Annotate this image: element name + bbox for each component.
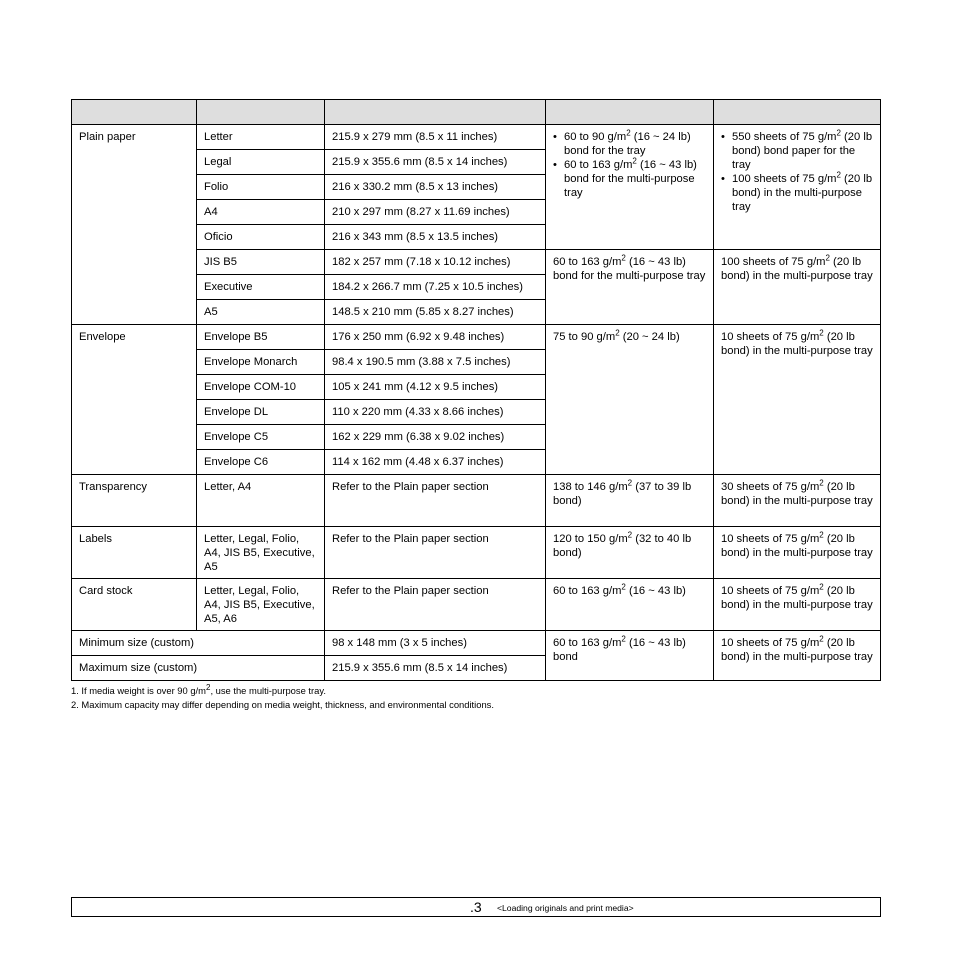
footnotes xyxy=(71,684,880,712)
table-row xyxy=(72,125,881,150)
dimension-cell: 148.5 x 210 mm (5.85 x 8.27 inches) xyxy=(325,300,546,325)
capacity-cell: 100 sheets of 75 $g/m^2$ (20 lb bond) in the multi-purpose tray xyxy=(714,250,881,325)
custom-min-label: Minimum size (custom) xyxy=(72,631,325,656)
list-item: • 60 to 163 $g/m^2$ (16 ~ 43 lb) bond for the multi-purpose tray xyxy=(553,158,706,200)
table-row xyxy=(72,475,881,527)
size-cell: Envelope COM-10 xyxy=(197,375,325,400)
dimension-cell: 162 x 229 mm (6.38 x 9.02 inches) xyxy=(325,425,546,450)
table-row xyxy=(72,579,881,631)
dimension-cell: 184.2 x 266.7 mm (7.25 x 10.5 inches) xyxy=(325,275,546,300)
capacity-cell: 30 sheets of 75 $g/m^2$ (20 lb bond) in the multi-purpose tray xyxy=(714,475,881,527)
capacity-list xyxy=(721,130,873,214)
type-cell: Envelope xyxy=(72,325,197,475)
table-header-row xyxy=(72,100,881,125)
dimension-cell: 182 x 257 mm (7.18 x 10.12 inches) xyxy=(325,250,546,275)
header-dimensions xyxy=(325,100,546,125)
size-cell: Oficio xyxy=(197,225,325,250)
dimension-cell: Refer to the Plain paper section xyxy=(325,475,546,527)
size-cell: JIS B5 xyxy=(197,250,325,275)
page-footer xyxy=(71,897,881,917)
capacity-cell: 10 sheets of 75 $g/m^2$ (20 lb bond) in the multi-purpose tray xyxy=(714,325,881,475)
media-spec-table xyxy=(71,99,881,681)
weight-cell xyxy=(546,125,714,250)
header-type xyxy=(72,100,197,125)
dimension-cell: 215.9 x 279 mm (8.5 x 11 inches) xyxy=(325,125,546,150)
list-item: • 60 to 90 $g/m^2$ (16 ~ 24 lb) bond for the tray xyxy=(553,130,706,158)
table-row xyxy=(72,527,881,579)
dimension-cell: 215.9 x 355.6 mm (8.5 x 14 inches) xyxy=(325,150,546,175)
weight-cell: 75 to 90 $g/m^2$ (20 ~ 24 lb) xyxy=(546,325,714,475)
size-cell: Executive xyxy=(197,275,325,300)
type-cell: Transparency xyxy=(72,475,197,527)
dimension-cell: 110 x 220 mm (4.33 x 8.66 inches) xyxy=(325,400,546,425)
section-title: <Loading originals and print media> xyxy=(497,903,634,913)
custom-max-label: Maximum size (custom) xyxy=(72,656,325,681)
dimension-cell: 98 x 148 mm (3 x 5 inches) xyxy=(325,631,546,656)
weight-cell: 138 to 146 $g/m^2$ (37 to 39 lb bond) xyxy=(546,475,714,527)
size-cell: Letter, A4 xyxy=(197,475,325,527)
dimension-cell: 216 x 343 mm (8.5 x 13.5 inches) xyxy=(325,225,546,250)
capacity-cell: 10 sheets of 75 $g/m^2$ (20 lb bond) in the multi-purpose tray xyxy=(714,527,881,579)
header-size xyxy=(197,100,325,125)
weight-list xyxy=(553,130,706,200)
size-cell: Letter xyxy=(197,125,325,150)
size-cell: Envelope C5 xyxy=(197,425,325,450)
header-weight xyxy=(546,100,714,125)
size-cell: Envelope DL xyxy=(197,400,325,425)
size-cell: Envelope B5 xyxy=(197,325,325,350)
dimension-cell: 105 x 241 mm (4.12 x 9.5 inches) xyxy=(325,375,546,400)
dimension-cell: 98.4 x 190.5 mm (3.88 x 7.5 inches) xyxy=(325,350,546,375)
dimension-cell: 216 x 330.2 mm (8.5 x 13 inches) xyxy=(325,175,546,200)
dimension-cell: 215.9 x 355.6 mm (8.5 x 14 inches) xyxy=(325,656,546,681)
type-cell: Labels xyxy=(72,527,197,579)
size-cell: Letter, Legal, Folio, A4, JIS B5, Executive, A5, A6 xyxy=(197,579,325,631)
capacity-cell xyxy=(714,125,881,250)
list-item: • 100 sheets of 75 $g/m^2$ (20 lb bond) in the multi-purpose tray xyxy=(721,172,873,214)
type-cell: Card stock xyxy=(72,579,197,631)
page-number: .3 xyxy=(470,899,482,915)
footnote: 2. Maximum capacity may differ depending on media weight, thickness, and environmental conditions. xyxy=(71,699,494,710)
weight-cell: 60 to 163 $g/m^2$ (16 ~ 43 lb) bond for the multi-purpose tray xyxy=(546,250,714,325)
dimension-cell: Refer to the Plain paper section xyxy=(325,527,546,579)
table-row xyxy=(72,631,881,656)
capacity-cell: 10 sheets of 75 $g/m^2$ (20 lb bond) in the multi-purpose tray xyxy=(714,631,881,681)
size-cell: Folio xyxy=(197,175,325,200)
dimension-cell: 114 x 162 mm (4.48 x 6.37 inches) xyxy=(325,450,546,475)
size-cell: Legal xyxy=(197,150,325,175)
size-cell: A5 xyxy=(197,300,325,325)
size-cell: A4 xyxy=(197,200,325,225)
size-cell: Envelope C6 xyxy=(197,450,325,475)
type-cell: Plain paper xyxy=(72,125,197,325)
dimension-cell: Refer to the Plain paper section xyxy=(325,579,546,631)
footnote: 1. If media weight is over 90 $g/m^2$, use the multi-purpose tray. xyxy=(71,682,326,696)
list-item: • 550 sheets of 75 $g/m^2$ (20 lb bond) bond paper for the tray xyxy=(721,130,873,172)
dimension-cell: 210 x 297 mm (8.27 x 11.69 inches) xyxy=(325,200,546,225)
dimension-cell: 176 x 250 mm (6.92 x 9.48 inches) xyxy=(325,325,546,350)
weight-cell: 120 to 150 $g/m^2$ (32 to 40 lb bond) xyxy=(546,527,714,579)
header-capacity xyxy=(714,100,881,125)
weight-cell: 60 to 163 $g/m^2$ (16 ~ 43 lb) xyxy=(546,579,714,631)
table-row xyxy=(72,325,881,350)
size-cell: Envelope Monarch xyxy=(197,350,325,375)
capacity-cell: 10 sheets of 75 $g/m^2$ (20 lb bond) in the multi-purpose tray xyxy=(714,579,881,631)
size-cell: Letter, Legal, Folio, A4, JIS B5, Executive, A5 xyxy=(197,527,325,579)
weight-cell: 60 to 163 $g/m^2$ (16 ~ 43 lb) bond xyxy=(546,631,714,681)
